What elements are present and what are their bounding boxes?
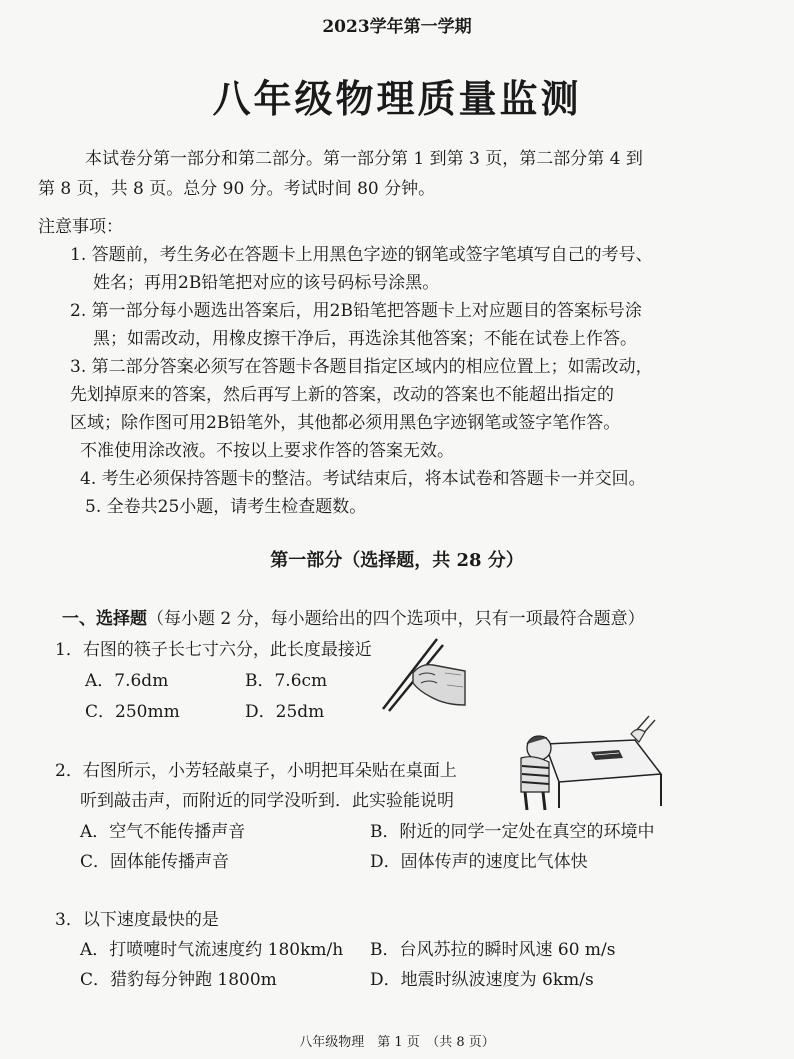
q3-option-a: A．打喷嚏时气流速度约 180km/h: [80, 940, 344, 960]
q1-stem: 1．右图的筷子长七寸六分，此长度最接近: [55, 640, 372, 660]
q3-option-d: D．地震时纵波速度为 6km/s: [370, 970, 594, 990]
note-1-line-2: 姓名；再用2B铅笔把对应的该号码标号涂黑。: [93, 273, 440, 293]
q2-option-c: C．固体能传播声音: [80, 852, 230, 872]
q1-option-d: D．25dm: [245, 702, 325, 722]
note-3-line-1: 3. 第二部分答案必须写在答题卡各题目指定区域内的相应位置上；如需改动，: [70, 357, 653, 377]
note-1-line-1: 1. 答题前，考生务必在答题卡上用黑色字迹的钢笔或签字笔填写自己的考号、: [70, 245, 653, 265]
q2-option-b: B．附近的同学一定处在真空的环境中: [370, 822, 655, 842]
q2-option-a: A．空气不能传播声音: [80, 822, 246, 842]
intro-line-1: 本试卷分第一部分和第二部分。第一部分第 1 到第 3 页，第二部分第 4 到: [85, 149, 643, 169]
note-3-line-2: 先划掉原来的答案，然后再写上新的答案，改动的答案也不能超出指定的: [70, 385, 614, 405]
q2-stem-line-1: 2．右图所示，小芳轻敲桌子，小明把耳朵贴在桌面上: [55, 761, 457, 781]
exam-term: 2023学年第一学期: [322, 17, 472, 37]
q1-option-c: C．250mm: [85, 702, 180, 722]
q2-option-d: D．固体传声的速度比气体快: [370, 852, 588, 872]
notes-heading: 注意事项：: [38, 217, 123, 237]
q1-option-b: B．7.6cm: [245, 671, 328, 691]
note-5: 5. 全卷共25小题，请考生检查题数。: [85, 497, 367, 517]
ear-on-desk-figure: [515, 712, 665, 812]
chopsticks-hand-figure: [375, 635, 470, 715]
q2-stem-line-2: 听到敲击声，而附近的同学没听到．此实验能说明: [80, 791, 454, 811]
q3-stem: 3．以下速度最快的是: [55, 910, 219, 930]
note-3-line-3: 区域；除作图可用2B铅笔外，其他都必须用黑色字迹钢笔或签字笔作答。: [70, 413, 621, 433]
note-3-line-4: 不准使用涂改液。不按以上要求作答的答案无效。: [80, 441, 454, 461]
part1-heading: 第一部分（选择题，共 28 分）: [270, 550, 524, 571]
q3-option-b: B．台风苏拉的瞬时风速 60 m/s: [370, 940, 616, 960]
intro-line-2: 第 8 页，共 8 页。总分 90 分。考试时间 80 分钟。: [38, 179, 436, 199]
page-title: 八年级物理质量监测: [212, 76, 582, 121]
note-2-line-2: 黑；如需改动，用橡皮擦干净后，再选涂其他答案；不能在试卷上作答。: [93, 329, 637, 349]
page-footer: 八年级物理 第 1 页 （共 8 页）: [299, 1035, 495, 1050]
note-4: 4. 考生必须保持答题卡的整洁。考试结束后，将本试卷和答题卡一并交回。: [80, 469, 646, 489]
q1-option-a: A．7.6dm: [85, 671, 169, 691]
section-title: [62, 604, 645, 629]
section-label: 一、选择题: [62, 609, 147, 629]
note-2-line-1: 2. 第一部分每小题选出答案后，用2B铅笔把答题卡上对应题目的答案标号涂: [70, 301, 642, 321]
q3-option-c: C．猎豹每分钟跑 1800m: [80, 970, 277, 990]
section-note: （每小题 2 分，每小题给出的四个选项中，只有一项最符合题意）: [147, 609, 645, 629]
